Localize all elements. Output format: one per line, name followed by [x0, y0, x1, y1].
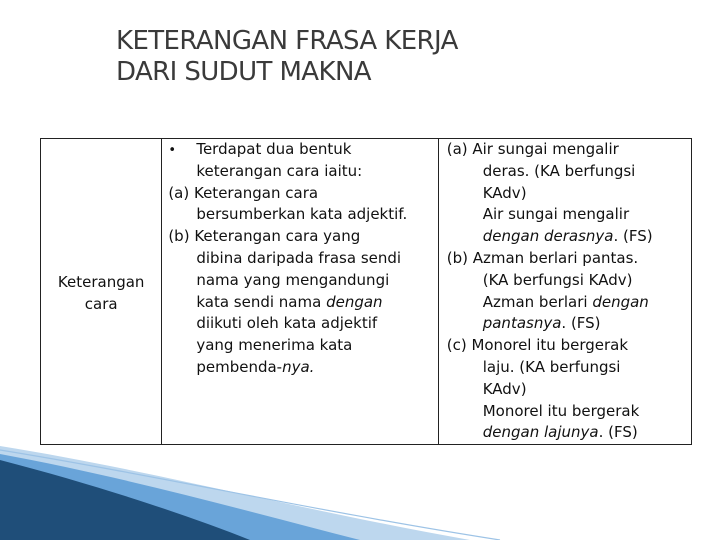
- example-line: dengan lajunya. (FS): [482, 423, 638, 442]
- description-line: • Terdapat dua bentuk: [162, 139, 437, 161]
- examples-cell: [438, 139, 691, 445]
- description-line: pembenda-nya.: [196, 357, 315, 376]
- description-line: (a) Keterangan cara: [168, 183, 319, 202]
- bullet-icon: •: [168, 143, 176, 158]
- example-line: laju. (KA berfungsi: [482, 357, 621, 376]
- description-line: keterangan cara iaitu:: [196, 161, 363, 180]
- example-line: Air sungai mengalir: [482, 205, 630, 224]
- title-line-1: KETERANGAN FRASA KERJA: [116, 26, 458, 56]
- label-line-2: cara: [84, 294, 118, 313]
- description-line: dibina daripada frasa sendi: [196, 248, 402, 267]
- description-line: kata sendi nama dengan: [196, 292, 383, 311]
- example-line: pantasnya. (FS): [482, 314, 601, 333]
- description-cell: [162, 139, 438, 445]
- example-line: (b) Azman berlari pantas.: [446, 248, 639, 267]
- description-line: yang menerima kata: [196, 336, 353, 355]
- example-line: Azman berlari dengan: [482, 292, 649, 311]
- description-line: bersumberkan kata adjektif.: [196, 205, 408, 224]
- table-row: [41, 139, 692, 445]
- example-line: (a) Air sungai mengalir: [446, 140, 619, 158]
- example-line: (c) Monorel itu bergerak: [446, 336, 629, 355]
- label-cell: [41, 139, 162, 445]
- example-line: dengan derasnya. (FS): [482, 227, 653, 246]
- example-line: deras. (KA berfungsi: [482, 161, 636, 180]
- decorative-wave: [0, 440, 720, 540]
- example-line: KAdv): [482, 183, 527, 202]
- label-line-1: Keterangan: [57, 272, 145, 291]
- description-line: diikuti oleh kata adjektif: [196, 314, 378, 333]
- example-line: KAdv): [482, 379, 527, 398]
- example-line: Monorel itu bergerak: [482, 401, 640, 420]
- content-table: [40, 138, 692, 445]
- title-line-2: DARI SUDUT MAKNA: [116, 57, 371, 87]
- slide-title: [116, 26, 676, 88]
- example-line: (KA berfungsi KAdv): [482, 270, 633, 289]
- description-line: nama yang mengandungi: [196, 270, 390, 289]
- description-line: (b) Keterangan cara yang: [168, 227, 361, 246]
